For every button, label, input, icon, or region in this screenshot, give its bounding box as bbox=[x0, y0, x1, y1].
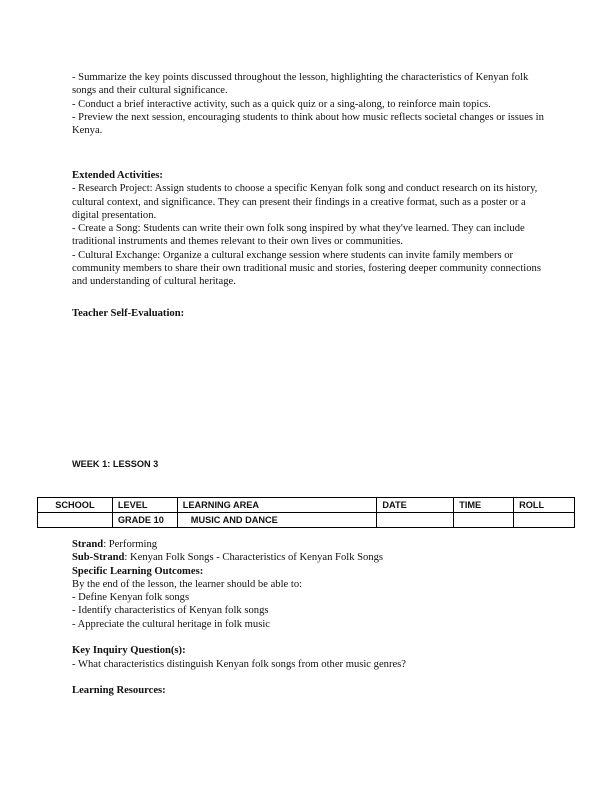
strand-label: Strand bbox=[72, 539, 104, 550]
value-time bbox=[454, 513, 514, 528]
table-header-row bbox=[38, 498, 575, 513]
self-evaluation-section bbox=[72, 307, 547, 320]
header-time: TIME bbox=[454, 498, 514, 513]
substrand-value: : Kenyan Folk Songs - Characteristics of Kenyan Folk Songs bbox=[124, 552, 384, 564]
header-school: SCHOOL bbox=[38, 498, 113, 513]
conclusion-item: - Preview the next session, encouraging students to think about how music reflects societal changes or issues in Kenya. bbox=[72, 111, 544, 137]
value-school bbox=[38, 513, 113, 528]
outcome-item: - Appreciate the cultural heritage in folk music bbox=[72, 618, 270, 630]
header-roll: ROLL bbox=[514, 498, 575, 513]
header-learning-area: LEARNING AREA bbox=[177, 498, 377, 513]
outcome-item: - Identify characteristics of Kenyan folk songs bbox=[72, 605, 269, 617]
value-level: GRADE 10 bbox=[112, 513, 177, 528]
extended-activities-heading: Extended Activities: bbox=[72, 170, 163, 181]
substrand-label: Sub-Strand bbox=[72, 552, 125, 564]
conclusion-item: - Conduct a brief interactive activity, such as a quick quiz or a sing-along, to reinforce main topics. bbox=[72, 98, 491, 110]
outcomes-intro: By the end of the lesson, the learner should be able to: bbox=[72, 578, 303, 590]
extended-activities-section bbox=[72, 169, 547, 289]
strand-value: : Performing bbox=[103, 539, 158, 550]
header-level: LEVEL bbox=[112, 498, 177, 513]
activity-item: - Research Project: Assign students to choose a specific Kenyan folk song and conduct research on its history, cultural context, and significance. They can present their findings in a creative format, such as a poster or a digital presentation. bbox=[72, 183, 538, 221]
lesson-details bbox=[72, 538, 547, 698]
value-learning-area: MUSIC AND DANCE bbox=[177, 513, 377, 528]
activity-item: - Create a Song: Students can write their own folk song inspired by what they've learned. They can include traditional instruments and themes relevant to their own lives or communities. bbox=[72, 223, 525, 248]
outcomes-heading: Specific Learning Outcomes: bbox=[72, 565, 204, 577]
strand-line bbox=[72, 538, 547, 551]
self-evaluation-heading: Teacher Self-Evaluation: bbox=[72, 308, 185, 319]
lesson-info-table bbox=[37, 497, 575, 528]
conclusion-section bbox=[72, 71, 547, 137]
value-date bbox=[377, 513, 454, 528]
table-value-row bbox=[38, 513, 575, 528]
header-date: DATE bbox=[377, 498, 454, 513]
conclusion-item: - Summarize the key points discussed throughout the lesson, highlighting the characteristics of Kenyan folk songs and their cultural significance. bbox=[72, 72, 529, 97]
inquiry-item: - What characteristics distinguish Kenyan folk songs from other music genres? bbox=[72, 658, 407, 670]
resources-heading: Learning Resources: bbox=[72, 685, 166, 697]
outcome-item: - Define Kenyan folk songs bbox=[72, 592, 190, 604]
value-roll bbox=[514, 513, 575, 528]
activity-item: - Cultural Exchange: Organize a cultural exchange session where students can invite family members or community members to share their own traditional music and stories, fostering deeper community connections and understanding of cultural heritage. bbox=[72, 249, 541, 288]
inquiry-heading: Key Inquiry Question(s): bbox=[72, 645, 186, 657]
substrand-line bbox=[72, 551, 547, 564]
lesson-title: WEEK 1: LESSON 3 bbox=[72, 459, 159, 469]
